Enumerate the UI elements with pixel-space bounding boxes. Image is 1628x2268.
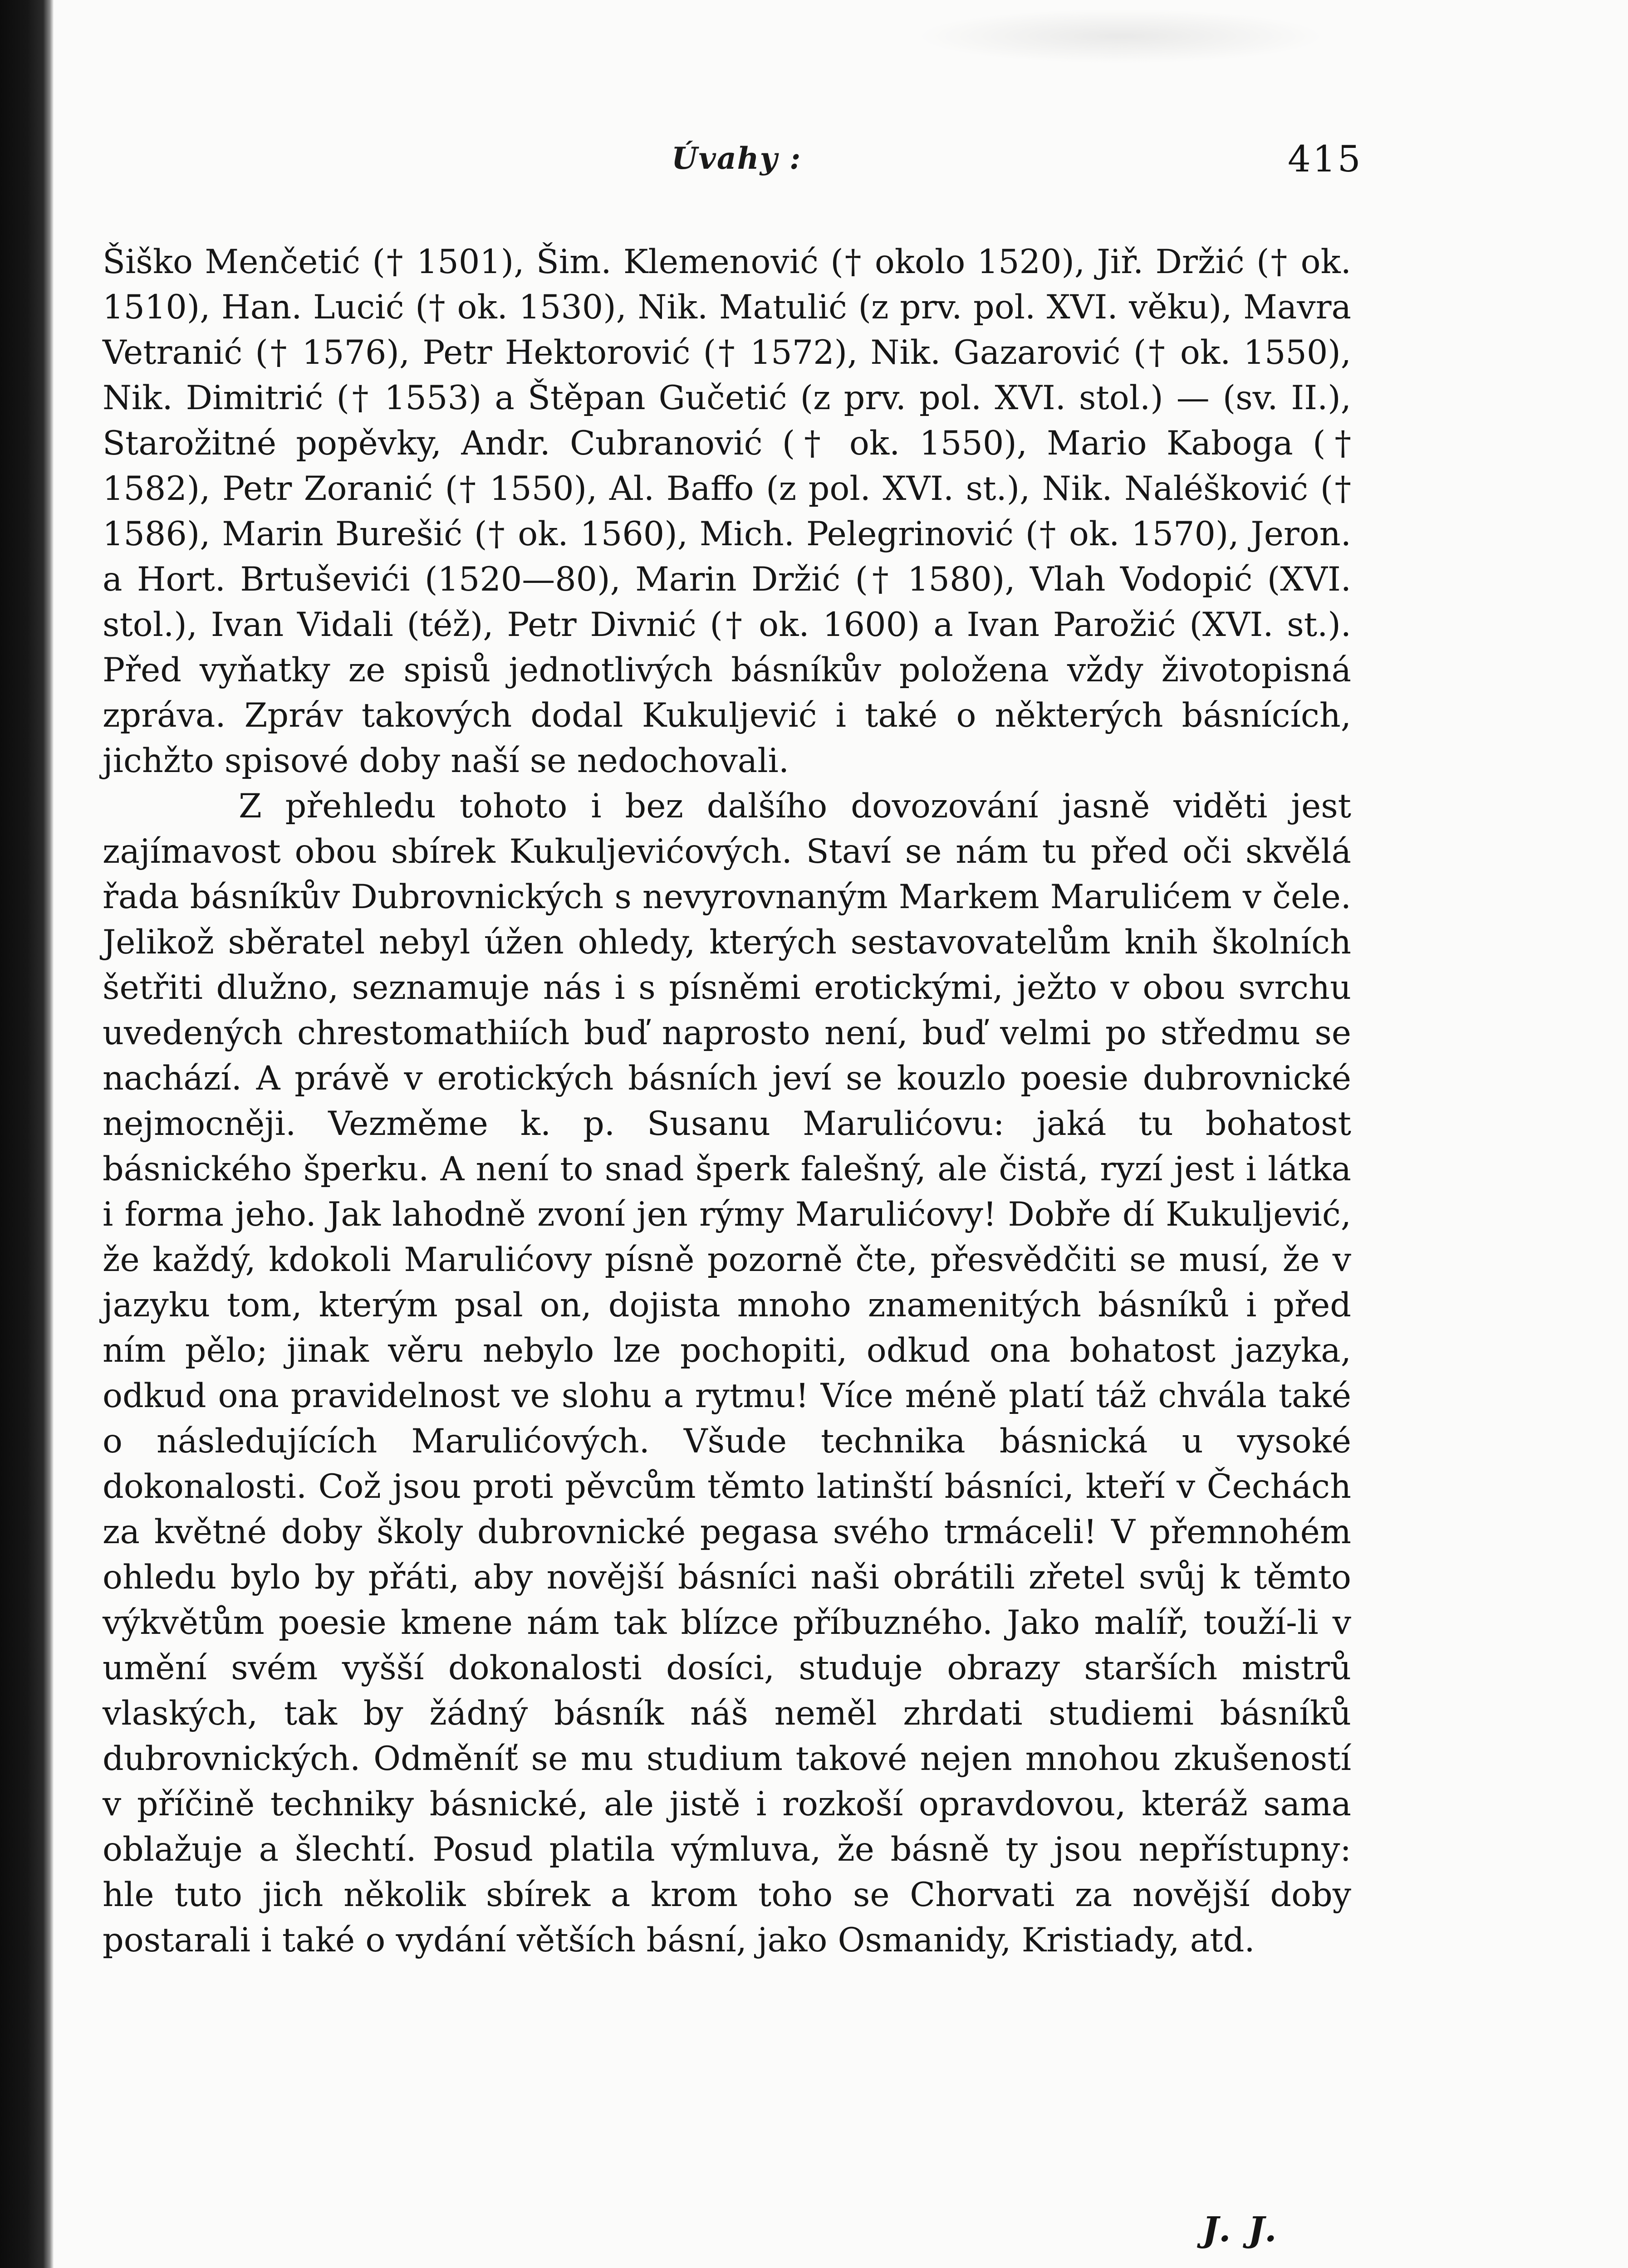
running-head: Úvahy : [672,141,802,176]
body-text [103,240,1351,1963]
paragraph-2: Z přehledu tohoto i bez dalšího dovozování jasně viděti jest zajímavost obou sbírek Kukuljevićových. Staví se nám tu před oči skvělá řada básníkův Dubrovnických s nevyrovnaným Markem Marulićem v čele. Jelikož sběratel nebyl úžen ohledy, kterých sestavovatelům knih školních šetřiti dlužno, seznamuje nás i s písněmi erotickými, ježto v obou svrchu uvedených chrestomathiích buď naprosto není, buď velmi po středmu se nachází. A právě v erotických básních jeví se kouzlo poesie dubrovnické nejmocněji. Vezměme k. p. Susanu Marulićovu: jaká tu bohatost básnického šperku. A není to snad šperk falešný, ale čistá, ryzí jest i látka i forma jeho. Jak lahodně zvoní jen rýmy Marulićovy! Dobře dí Kukuljević, že každý, kdokoli Marulićovy písně pozorně čte, přesvědčiti se musí, že v jazyku tom, kterým psal on, dojista mnoho znamenitých básníků i před ním pělo; jinak věru nebylo lze pochopiti, odkud ona bohatost jazyka, odkud ona pravidelnost ve slohu a rytmu! Více méně platí táž chvála také o následujících Marulićových. Všude technika básnická u vysoké dokonalosti. Což jsou proti pěvcům těmto latinští básníci, kteří v Čechách za květné doby školy dubrovnické pegasa svého trmáceli! V přemnohém ohledu bylo by přáti, aby novější básníci naši obrátili zřetel svůj k těmto výkvětům poesie kmene nám tak blízce příbuzného. Jako malíř, touží-li v umění svém vyšší dokonalosti dosíci, studuje obrazy starších mistrů vlaských, tak by žádný básník náš neměl zhrdati studiemi básníků dubrovnických. Odměníť se mu studium takové nejen mnohou zkušeností v příčině techniky básnické, ale jistě i rozkoší opravdovou, kteráž sama oblažuje a šlechtí. Posud platila výmluva, že básně ty jsou nepřístupny: hle tuto jich několik sbírek a krom toho se Chorvati za novější doby postarali i také o vydání větších básní, jako Osmanidy, Kristiady, atd. [103,787,1351,1960]
page-number: 415 [1288,138,1363,180]
page-header [0,138,1628,191]
scan-smudge [917,9,1325,64]
paragraph-1: Šiško Menčetić († 1501), Šim. Klemenović († okolo 1520), Jiř. Držić († ok. 1510), Han. Lucić († ok. 1530), Nik. Matulić (z prv. pol. XVI. věku), Mavra Vetranić († 1576), Petr Hektorović († 1572), Nik. Gazarović († ok. 1550), Nik. Dimitrić († 1553) a Štěpan Gučetić (z prv. pol. XVI. stol.) — (sv. II.), Starožitné popěvky, Andr. Cubranović († ok. 1550), Mario Kaboga († 1582), Petr Zoranić († 1550), Al. Baffo (z pol. XVI. st.), Nik. Naléšković († 1586), Marin Burešić († ok. 1560), Mich. Pelegrinović († ok. 1570), Jeron. a Hort. Brtuševići (1520—80), Marin Držić († 1580), Vlah Vodopić (XVI. stol.), Ivan Vidali (též), Petr Divnić († ok. 1600) a Ivan Parožić (XVI. st.). Před vyňatky ze spisů jednotlivých básníkův položena vždy životopisná zpráva. Zpráv takových dodal Kukuljević i také o některých básnících, jichžto spisové doby naší se nedochovali. [103,243,1351,780]
author-signature: J. J. [1202,2209,1280,2249]
binding-shadow [0,0,54,2268]
